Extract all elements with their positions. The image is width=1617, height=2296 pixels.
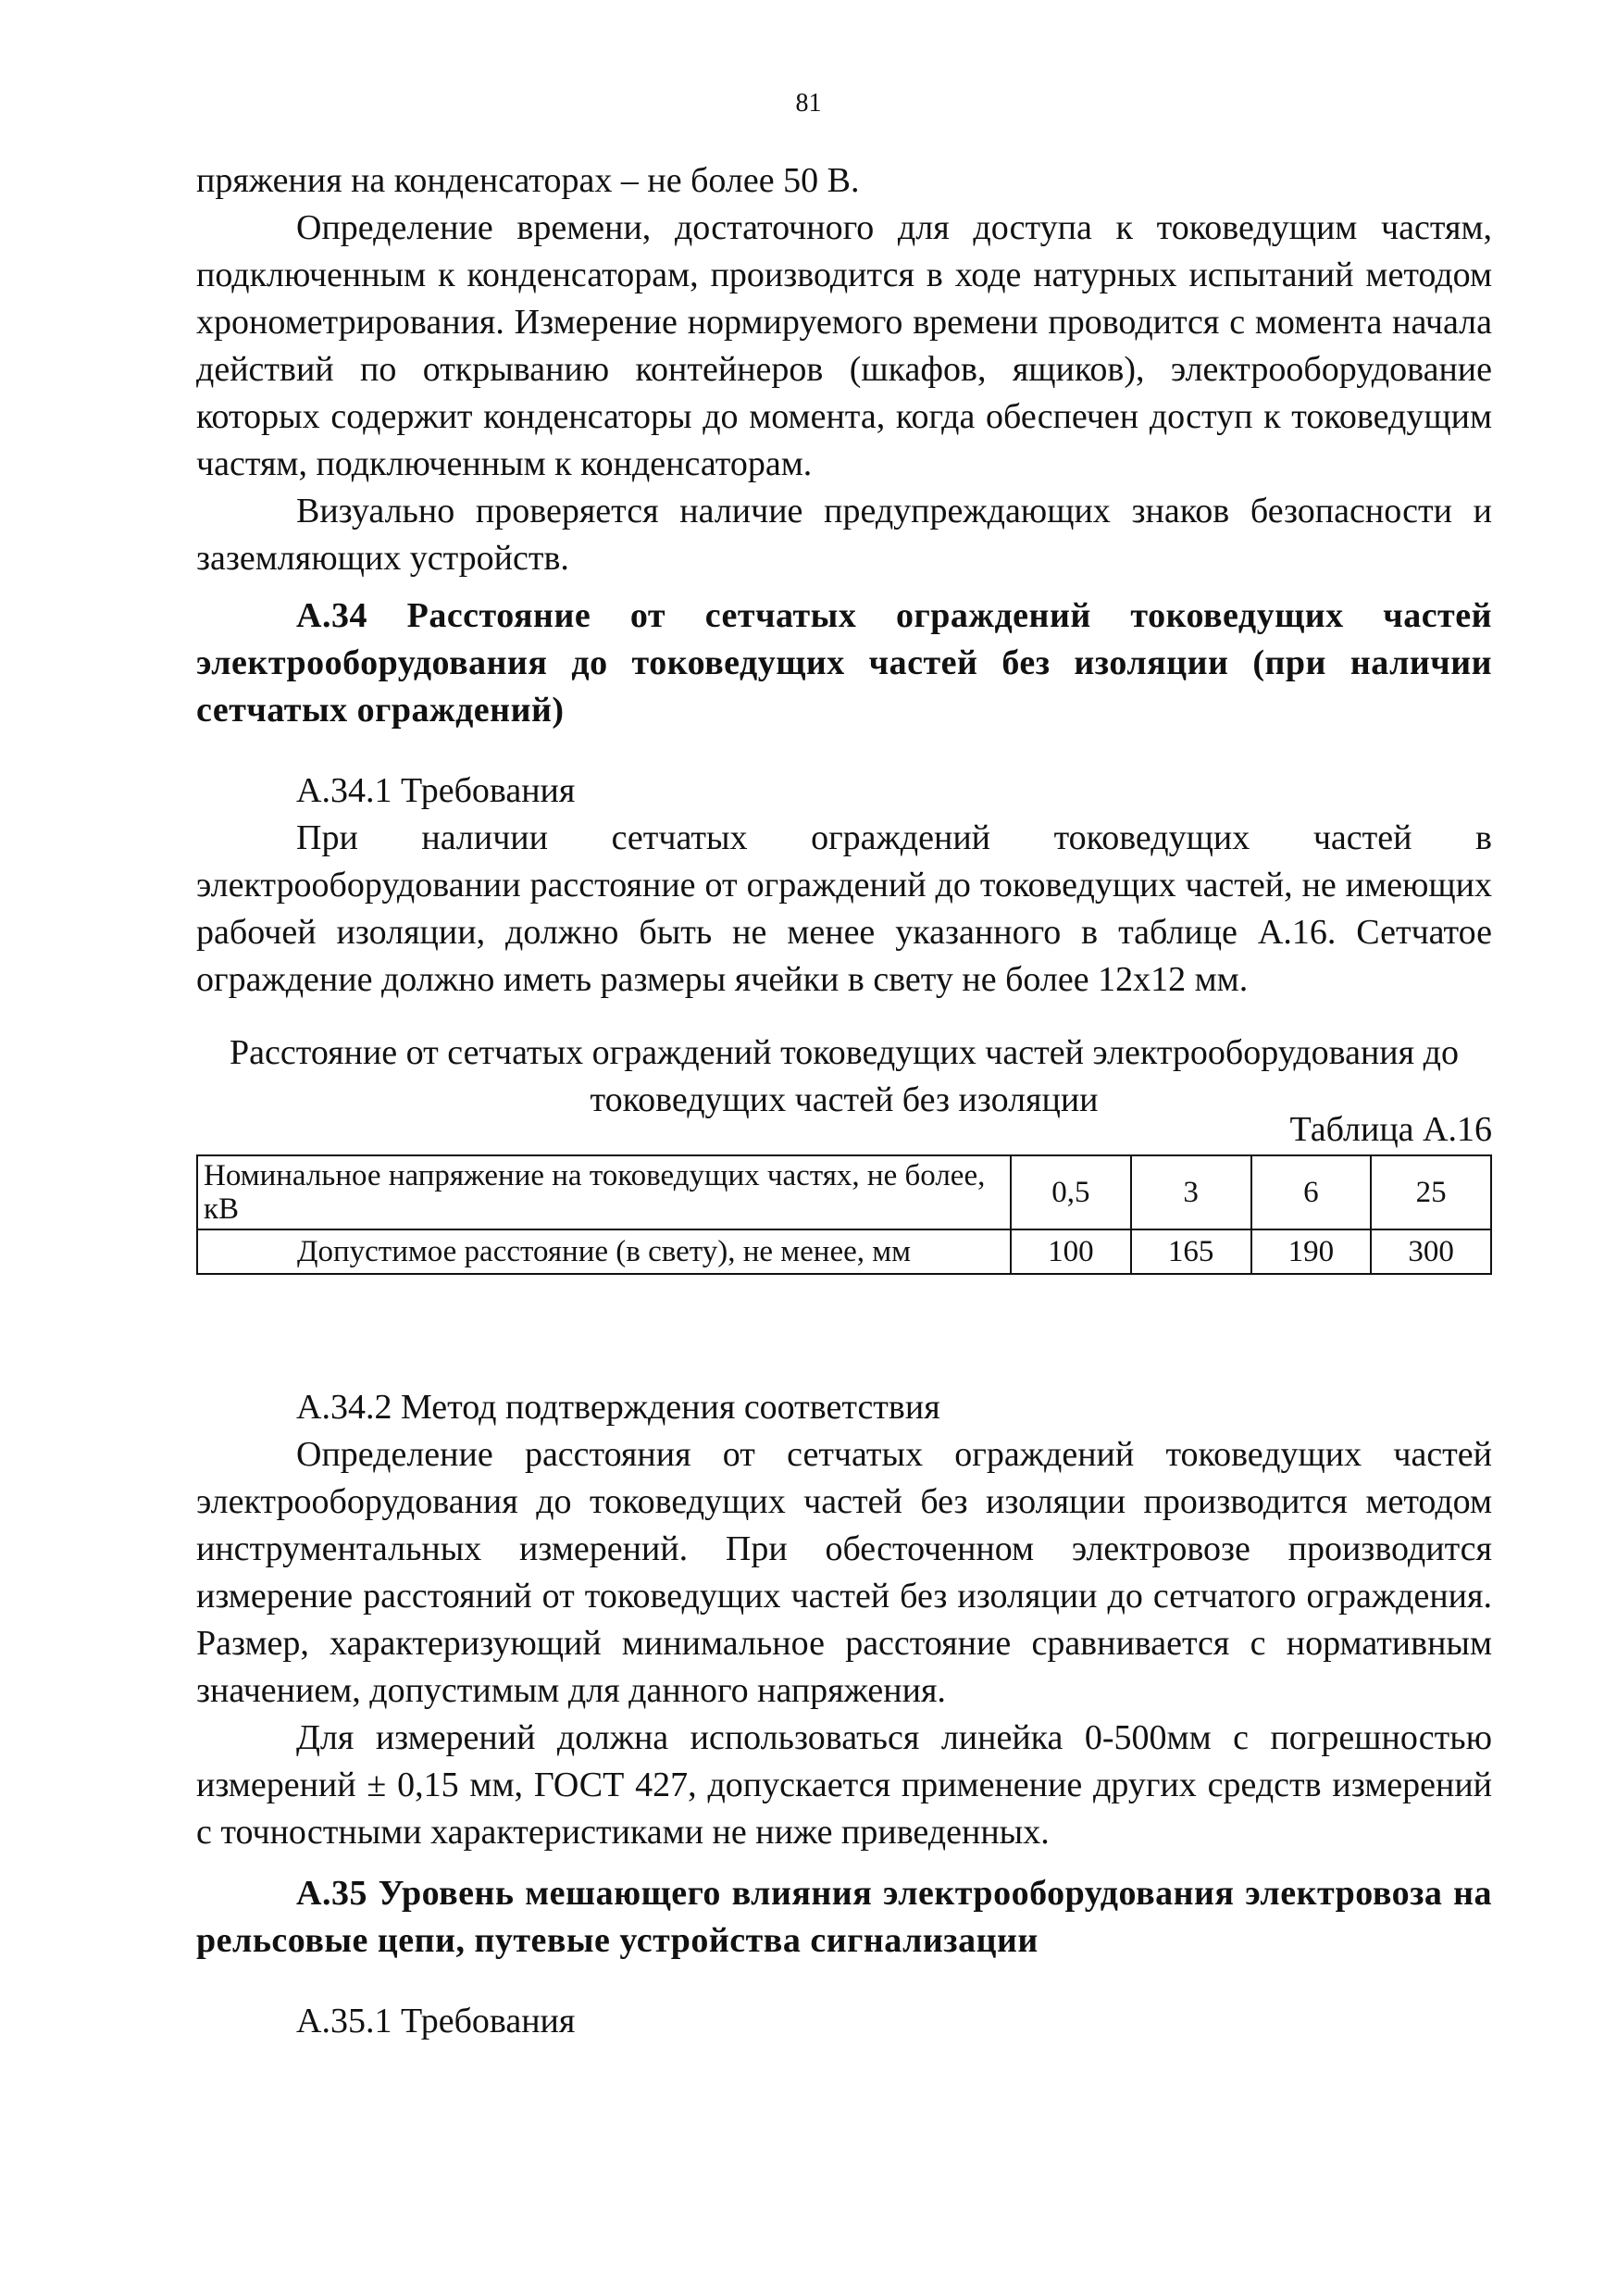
- page-number: 81: [795, 89, 822, 118]
- table-cell: 300: [1371, 1229, 1491, 1274]
- paragraph: Определение расстояния от сетчатых ограждений токоведущих частей электрооборудования до токоведущих частей без изоляции производится методом инструментальных измерений. При обесточенном электровозе производится измерение расстояний от токоведущих частей без изоляции до сетчатого ограждения. Размер, характеризующий минимальное расстояние сравнивается с нормативным значением, допустимым для данного напряжения.: [196, 1435, 1492, 1710]
- table-label: Таблица А.16: [1289, 1110, 1492, 1149]
- row-label-distance: Допустимое расстояние (в свету), не менее, мм: [197, 1229, 1011, 1274]
- table-row: [197, 1229, 1491, 1274]
- table-cell: 0,5: [1011, 1155, 1131, 1229]
- table-cell: 6: [1251, 1155, 1372, 1229]
- subsection-title: А.34.2 Метод подтверждения соответствия: [296, 1388, 940, 1427]
- paragraph: Определение времени, достаточного для доступа к токоведущим частям, подключенным к конденсаторам, производится в ходе натурных испытаний методом хронометрирования. Измерение нормируемого времени проводится с момента начала действий по открыванию контейнеров (шкафов, ящиков), электрооборудование которых содержит конденсаторы до момента, когда обеспечен доступ к токоведущим частям, подключенным к конденсаторам.: [196, 208, 1492, 483]
- intro-text: [196, 157, 1492, 582]
- table-cell: 100: [1011, 1229, 1131, 1274]
- row-label-voltage: Номинальное напряжение на токоведущих частях, не более, кВ: [197, 1155, 1011, 1229]
- table-cell: 190: [1251, 1229, 1372, 1274]
- table-a16: [196, 1154, 1492, 1275]
- section-a35: [196, 1870, 1492, 2045]
- subsection-title: А.35.1 Требования: [296, 2002, 576, 2040]
- table-cell: 3: [1131, 1155, 1251, 1229]
- table-caption: Расстояние от сетчатых ограждений токоведущих частей электрооборудования до токоведущих частей без изоляции: [230, 1033, 1459, 1119]
- paragraph: пряжения на конденсаторах – не более 50 В.: [196, 161, 860, 200]
- section-a342: [196, 1384, 1492, 1856]
- table-cell: 165: [1131, 1229, 1251, 1274]
- subsection-title: А.34.1 Требования: [296, 771, 576, 810]
- paragraph: Визуально проверяется наличие предупреждающих знаков безопасности и заземляющих устройств.: [196, 492, 1492, 578]
- paragraph: При наличии сетчатых ограждений токоведущих частей в электрооборудовании расстояние от ограждений до токоведущих частей, не имеющих рабочей изоляции, должно быть не менее указанного в таблице А.16. Сетчатое ограждение должно иметь размеры ячейки в свету не более 12х12 мм.: [196, 818, 1492, 999]
- section-a34: [196, 593, 1492, 1004]
- section-heading: А.34 Расстояние от сетчатых ограждений токоведущих частей электрооборудования до токоведущих частей без изоляции (при наличии сетчатых ограждений): [196, 596, 1492, 730]
- paragraph: Для измерений должна использоваться линейка 0-500мм с погрешностью измерений ± 0,15 мм, ГОСТ 427, допускается применение других средств измерений с точностными характеристиками не ниже приведенных.: [196, 1718, 1492, 1852]
- section-heading: А.35 Уровень мешающего влияния электрооборудования электровоза на рельсовые цепи, путевые устройства сигнализации: [196, 1874, 1492, 1960]
- table-cell: 25: [1371, 1155, 1491, 1229]
- table-row: [197, 1155, 1491, 1229]
